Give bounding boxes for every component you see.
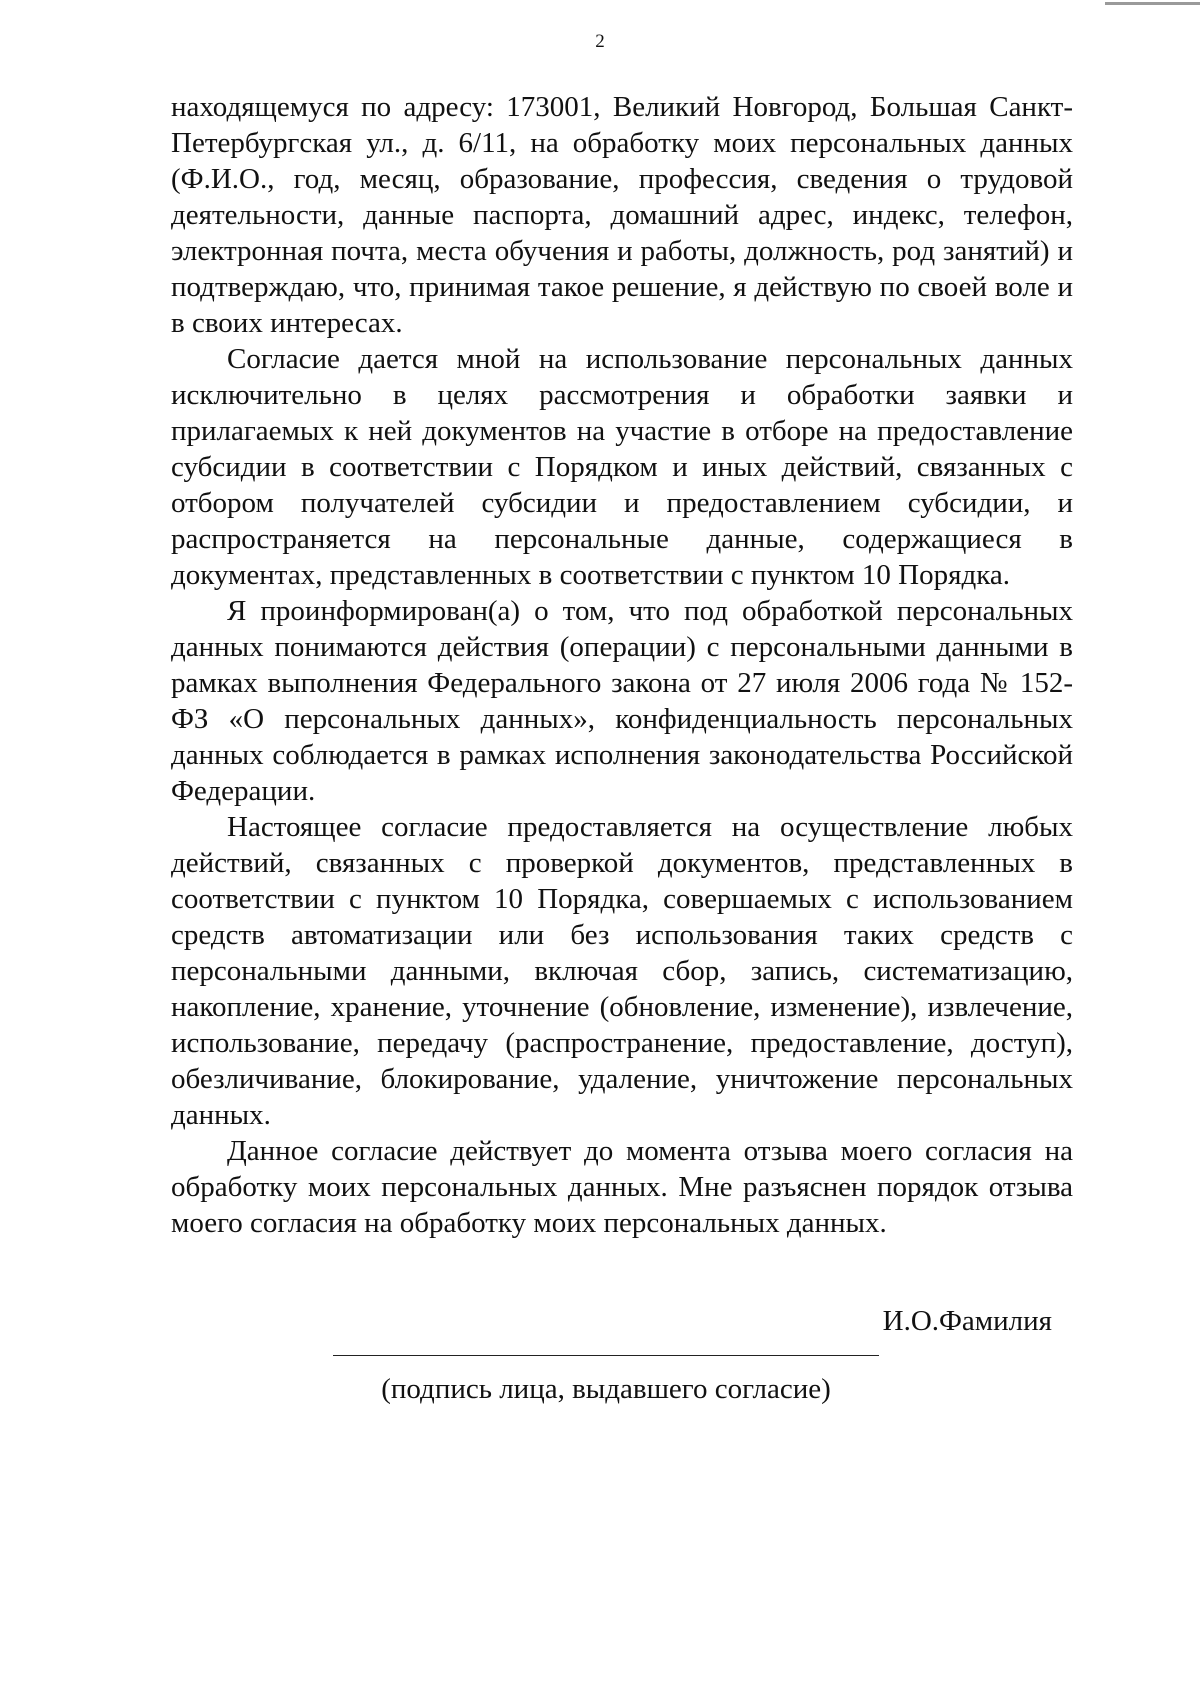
signature-caption: (подпись лица, выдавшего согласие) xyxy=(381,1373,831,1405)
paragraph-address-consent: находящемуся по адресу: 173001, Великий Новгород, Большая Санкт-Петербургская ул., д. 6/11, на обработку моих персональных данных (Ф.И.О., год, месяц, образование, профессия, сведения о трудовой деятельности, данные паспорта, домашний адрес, индекс, телефон, электронная почта, места обучения и работы, должность, род занятий) и подтверждаю, что, принимая такое решение, я действую по своей воле и в своих интересах. xyxy=(171,91,1073,339)
paragraph-validity: Данное согласие действует до момента отзыва моего согласия на обработку моих персональных данных. Мне разъяснен порядок отзыва моего согласия на обработку моих персональных данных. xyxy=(171,1135,1073,1239)
signature-block xyxy=(0,1303,1200,1423)
paragraph-purpose: Согласие дается мной на использование персональных данных исключительно в целях рассмотрения и обработки заявки и прилагаемых к ней документов на участие в отборе на предоставление субсидии в соответствии с Порядком и иных действий, связанных с отбором получателей субсидии и предоставлением субсидии, и распространяется на персональные данные, содержащиеся в документах, представленных в соответствии с пунктом 10 Порядка. xyxy=(171,343,1073,591)
paragraph-actions: Настоящее согласие предоставляется на осуществление любых действий, связанных с проверкой документов, представленных в соответствии с пунктом 10 Порядка, совершаемых с использованием средств автоматизации или без использования таких средств с персональными данными, включая сбор, запись, систематизацию, накопление, хранение, уточнение (обновление, изменение), извлечение, использование, передачу (распространение, предоставление, доступ), обезличивание, блокирование, удаление, уничтожение персональных данных. xyxy=(171,811,1073,1131)
signature-name: И.О.Фамилия xyxy=(882,1305,1052,1337)
scan-edge-mark xyxy=(1105,2,1200,5)
document-body xyxy=(171,89,1073,1241)
page-number: 2 xyxy=(595,31,605,52)
paragraph-informed: Я проинформирован(а) о том, что под обработкой персональных данных понимаются действия (операции) с персональными данными в рамках выполнения Федерального закона от 27 июля 2006 года № 152-ФЗ «О персональных данных», конфиденциальность персональных данных соблюдается в рамках исполнения законодательства Российской Федерации. xyxy=(171,595,1073,807)
signature-line xyxy=(333,1355,879,1356)
